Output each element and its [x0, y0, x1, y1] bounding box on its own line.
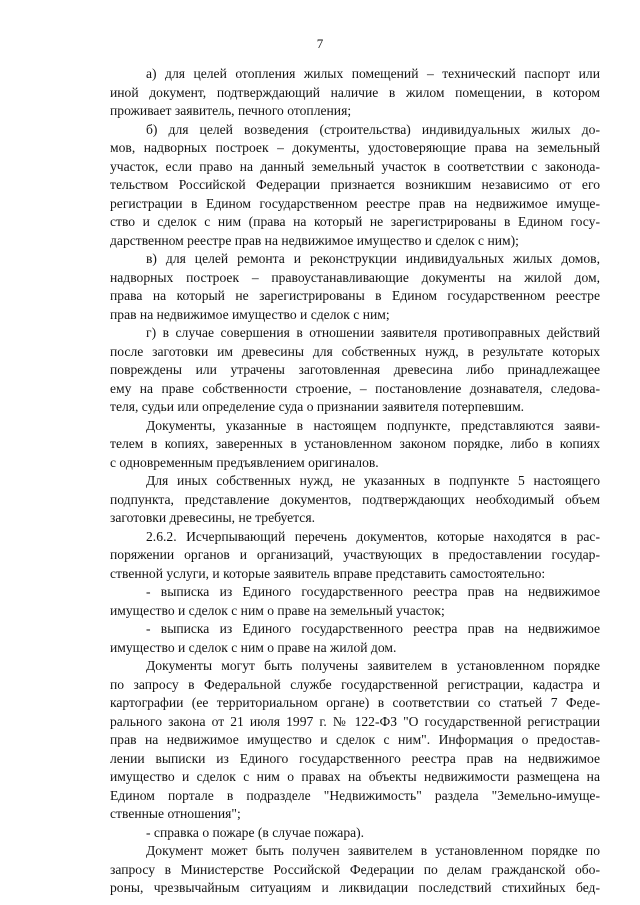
- text-line: права на который не зарегистрированы в Едином государственном реестре: [110, 288, 600, 303]
- text-line: роны, чрезвычайным ситуациям и ликвидации последствий стихийных бед-: [110, 880, 600, 895]
- text-line: рального закона от 21 июля 1997 г. № 122-ФЗ "О государственной регистрации: [110, 713, 600, 729]
- text-line: ственной услуги, и которые заявитель вправе представить самостоятельно:: [110, 565, 546, 581]
- text-line: - справка о пожаре (в случае пожара).: [146, 824, 365, 840]
- text-line: запросу в Министерстве Российской Федерации по делам гражданской обо-: [110, 861, 600, 877]
- text-line: картографии (ее территориальном органе) в соответствии со статьей 7 Феде-: [110, 695, 600, 710]
- text-line: ство и сделок с ним (права на который не зарегистрированы в Едином госу-: [110, 214, 600, 229]
- text-line: прав на недвижимое имущество и сделок с ним". Информация о предостав-: [110, 732, 600, 747]
- text-line: надворных построек – правоустанавливающие документы на жилой дом,: [110, 269, 600, 285]
- page-number: 7: [316, 36, 324, 51]
- text-line: иной документ, подтверждающий наличие в жилом помещении, в котором: [110, 84, 600, 100]
- text-line: г) в случае совершения в отношении заявителя противоправных действий: [146, 325, 600, 340]
- text-line: проживает заявитель, печного отопления;: [110, 103, 352, 118]
- text-line: ему на праве собственности строение, – постановление дознавателя, следова-: [110, 380, 600, 396]
- text-line: Для иных собственных нужд, не указанных в подпункте 5 настоящего: [146, 473, 600, 488]
- text-line: участок, если право на данный земельный участок в соответствии с законода-: [110, 158, 600, 174]
- text-line: - выписка из Единого государственного реестра прав на недвижимое: [146, 584, 600, 599]
- text-line: мов, надворных построек – документы, удостоверяющие права на земельный: [110, 140, 600, 155]
- text-line: лении выписки из Единого государственного реестра прав на недвижимое: [110, 750, 600, 766]
- text-line: Едином портале в подразделе "Недвижимость" раздела "Земельно-имуще-: [110, 787, 600, 803]
- text-line: по запросу в Федеральной службе государственной регистрации, кадастра и: [110, 676, 600, 692]
- text-line: регистрации в Едином государственном реестре прав на недвижимое имуще-: [110, 195, 600, 211]
- text-line: Документы, указанные в настоящем подпункте, представляются заяви-: [146, 417, 600, 433]
- text-line: прав на недвижимое имущество и сделок с ним;: [110, 306, 390, 322]
- text-line: повреждены или утрачены заготовленная древесина либо принадлежащее: [110, 362, 600, 377]
- text-line: телем в копиях, заверенных в установленном законом порядке, либо в копиях: [110, 436, 600, 451]
- text-line: имущество и сделок с ним о праве на жилой дом.: [110, 639, 397, 655]
- text-line: б) для целей возведения (строительства) индивидуальных жилых до-: [146, 121, 600, 137]
- text-line: а) для целей отопления жилых помещений – технический паспорт или: [146, 66, 600, 81]
- text-line: ственные отношения";: [110, 806, 241, 821]
- text-line: - выписка из Единого государственного реестра прав на недвижимое: [146, 621, 600, 636]
- text-line: дарственном реестре прав на недвижимое имущество и сделок с ним);: [110, 232, 519, 248]
- text-line: с одновременным предъявлением оригиналов.: [110, 454, 379, 470]
- text-line: 2.6.2. Исчерпывающий перечень документов, которые находятся в рас-: [146, 528, 600, 544]
- text-line: после заготовки им древесины для собственных нужд, в результате которых: [110, 343, 600, 359]
- text-line: поряжении органов и организаций, участвующих в предоставлении государ-: [110, 547, 600, 562]
- text-line: Документы могут быть получены заявителем в установленном порядке: [146, 658, 600, 673]
- text-line: заготовки древесины, не требуется.: [110, 510, 315, 525]
- text-line: в) для целей ремонта и реконструкции индивидуальных жилых домов,: [146, 251, 600, 266]
- text-line: теля, судьи или определение суда о признании заявителя потерпевшим.: [110, 399, 525, 414]
- text-line: имущество и сделок с ним о праве на земельный участок;: [110, 602, 445, 618]
- text-line: имущество и сделок с ним о правах на объекты недвижимости размещена на: [110, 769, 600, 784]
- text-line: тельством Российской Федерации признается возникшим независимо от его: [110, 177, 600, 192]
- text-line: Документ может быть получен заявителем в установленном порядке по: [146, 843, 600, 858]
- text-line: подпункта, представление документов, подтверждающих необходимый объем: [110, 491, 600, 507]
